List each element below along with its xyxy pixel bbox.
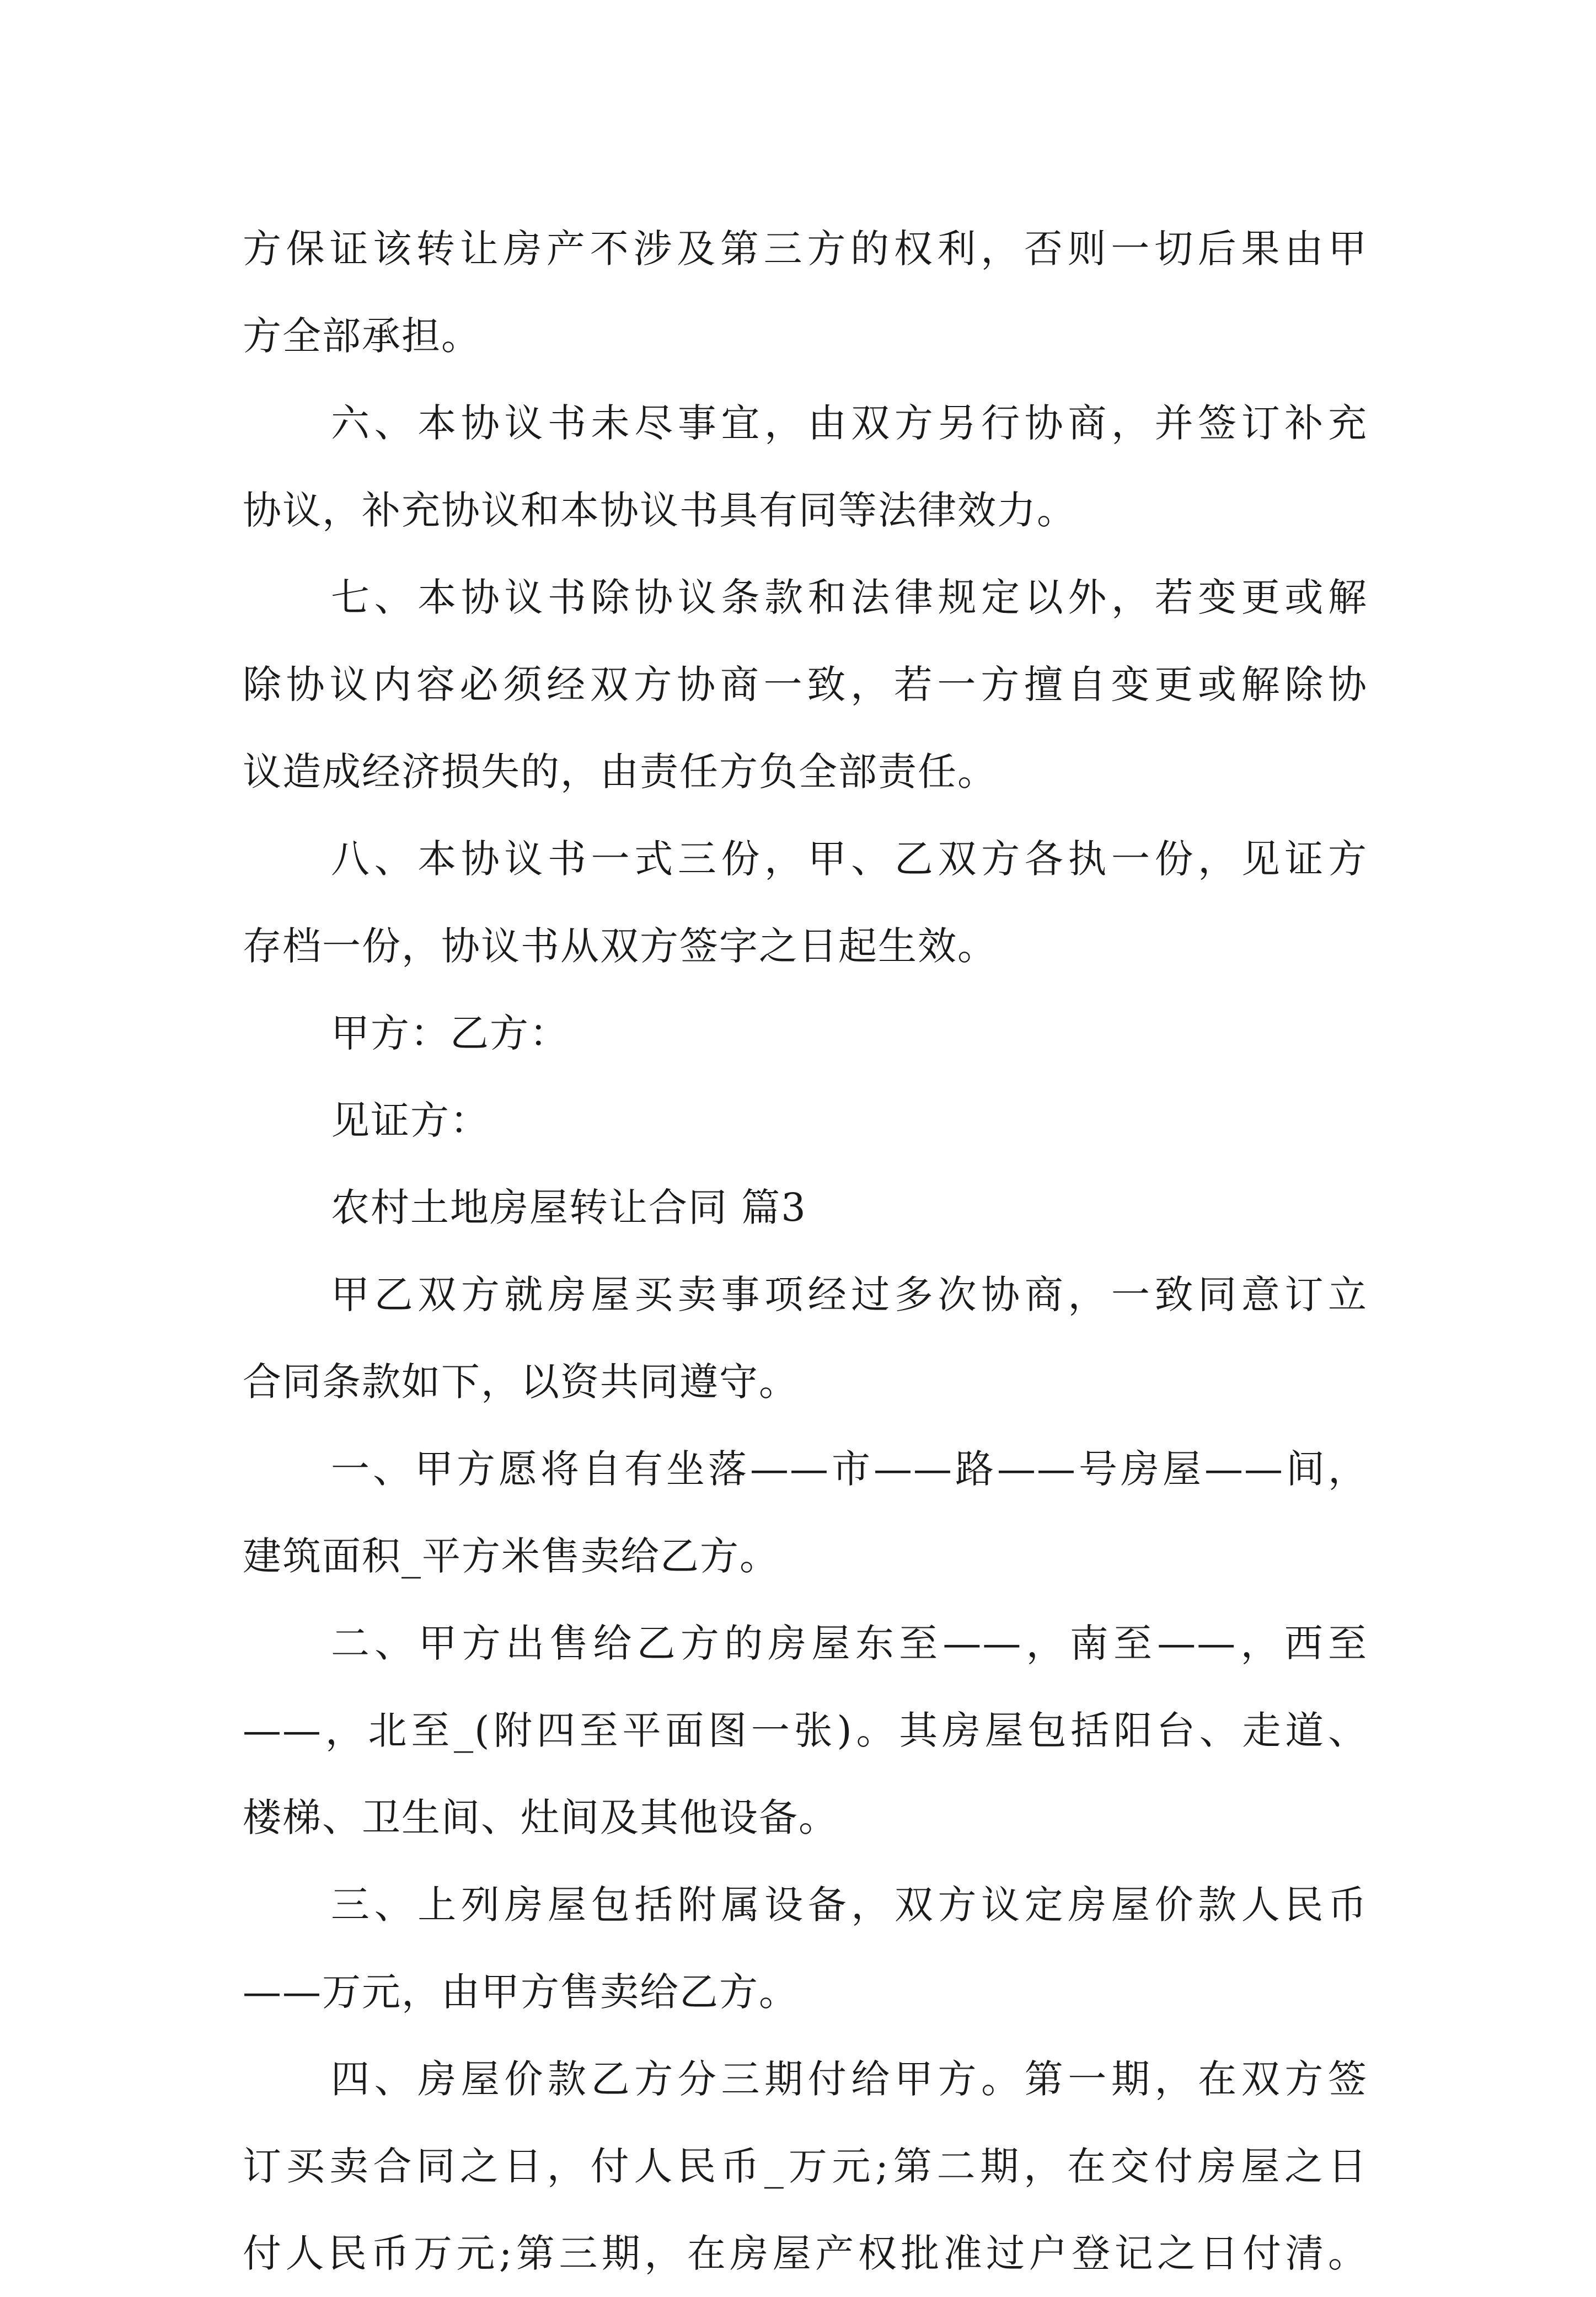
text-line: 甲方：乙方： [331, 1011, 569, 1056]
text-line: 方全部承担。 [243, 313, 481, 359]
text-line: 议造成经济损失的，由责任方负全部责任。 [243, 749, 997, 794]
text-line: 订买卖合同之日，付人民币_万元;第二期，在交付房屋之日 [243, 2144, 1368, 2189]
document-body [243, 205, 1368, 2297]
text-line: ——万元，由甲方售卖给乙方。 [243, 1969, 799, 2015]
text-line: 建筑面积_平方米售卖给乙方。 [243, 1534, 779, 1579]
text-line: 二、甲方出售给乙方的房屋东至——，南至——，西至 [331, 1621, 1368, 1666]
text-line: 协议，补充协议和本协议书具有同等法律效力。 [243, 488, 1077, 533]
text-line: 合同条款如下，以资共同遵守。 [243, 1359, 799, 1404]
text-line: 方保证该转让房产不涉及第三方的权利，否则一切后果由甲 [243, 226, 1368, 271]
text-line: 除协议内容必须经双方协商一致，若一方擅自变更或解除协 [243, 662, 1368, 707]
text-line: 存档一份，协议书从双方签字之日起生效。 [243, 923, 997, 969]
text-line: 六、本协议书未尽事宜，由双方另行协商，并签订补充 [331, 400, 1368, 446]
text-line: 一、甲方愿将自有坐落——市——路——号房屋——间， [331, 1446, 1368, 1492]
text-line: 八、本协议书一式三份，甲、乙双方各执一份，见证方 [331, 836, 1368, 882]
text-line: 楼梯、卫生间、灶间及其他设备。 [243, 1795, 838, 1840]
text-line: 甲乙双方就房屋买卖事项经过多次协商，一致同意订立 [331, 1272, 1368, 1317]
text-line: 农村土地房屋转让合同 篇3 [331, 1185, 807, 1230]
text-line: 见证方： [331, 1098, 490, 1143]
text-line: 付人民币万元;第三期，在房屋产权批准过户登记之日付清。 [243, 2231, 1368, 2276]
text-line: 三、上列房屋包括附属设备，双方议定房屋价款人民币 [331, 1882, 1368, 1927]
text-line: ——，北至_(附四至平面图一张)。其房屋包括阳台、走道、 [243, 1708, 1368, 1753]
text-line: 七、本协议书除协议条款和法律规定以外，若变更或解 [331, 575, 1368, 620]
text-line: 四、房屋价款乙方分三期付给甲方。第一期，在双方签 [331, 2056, 1368, 2102]
